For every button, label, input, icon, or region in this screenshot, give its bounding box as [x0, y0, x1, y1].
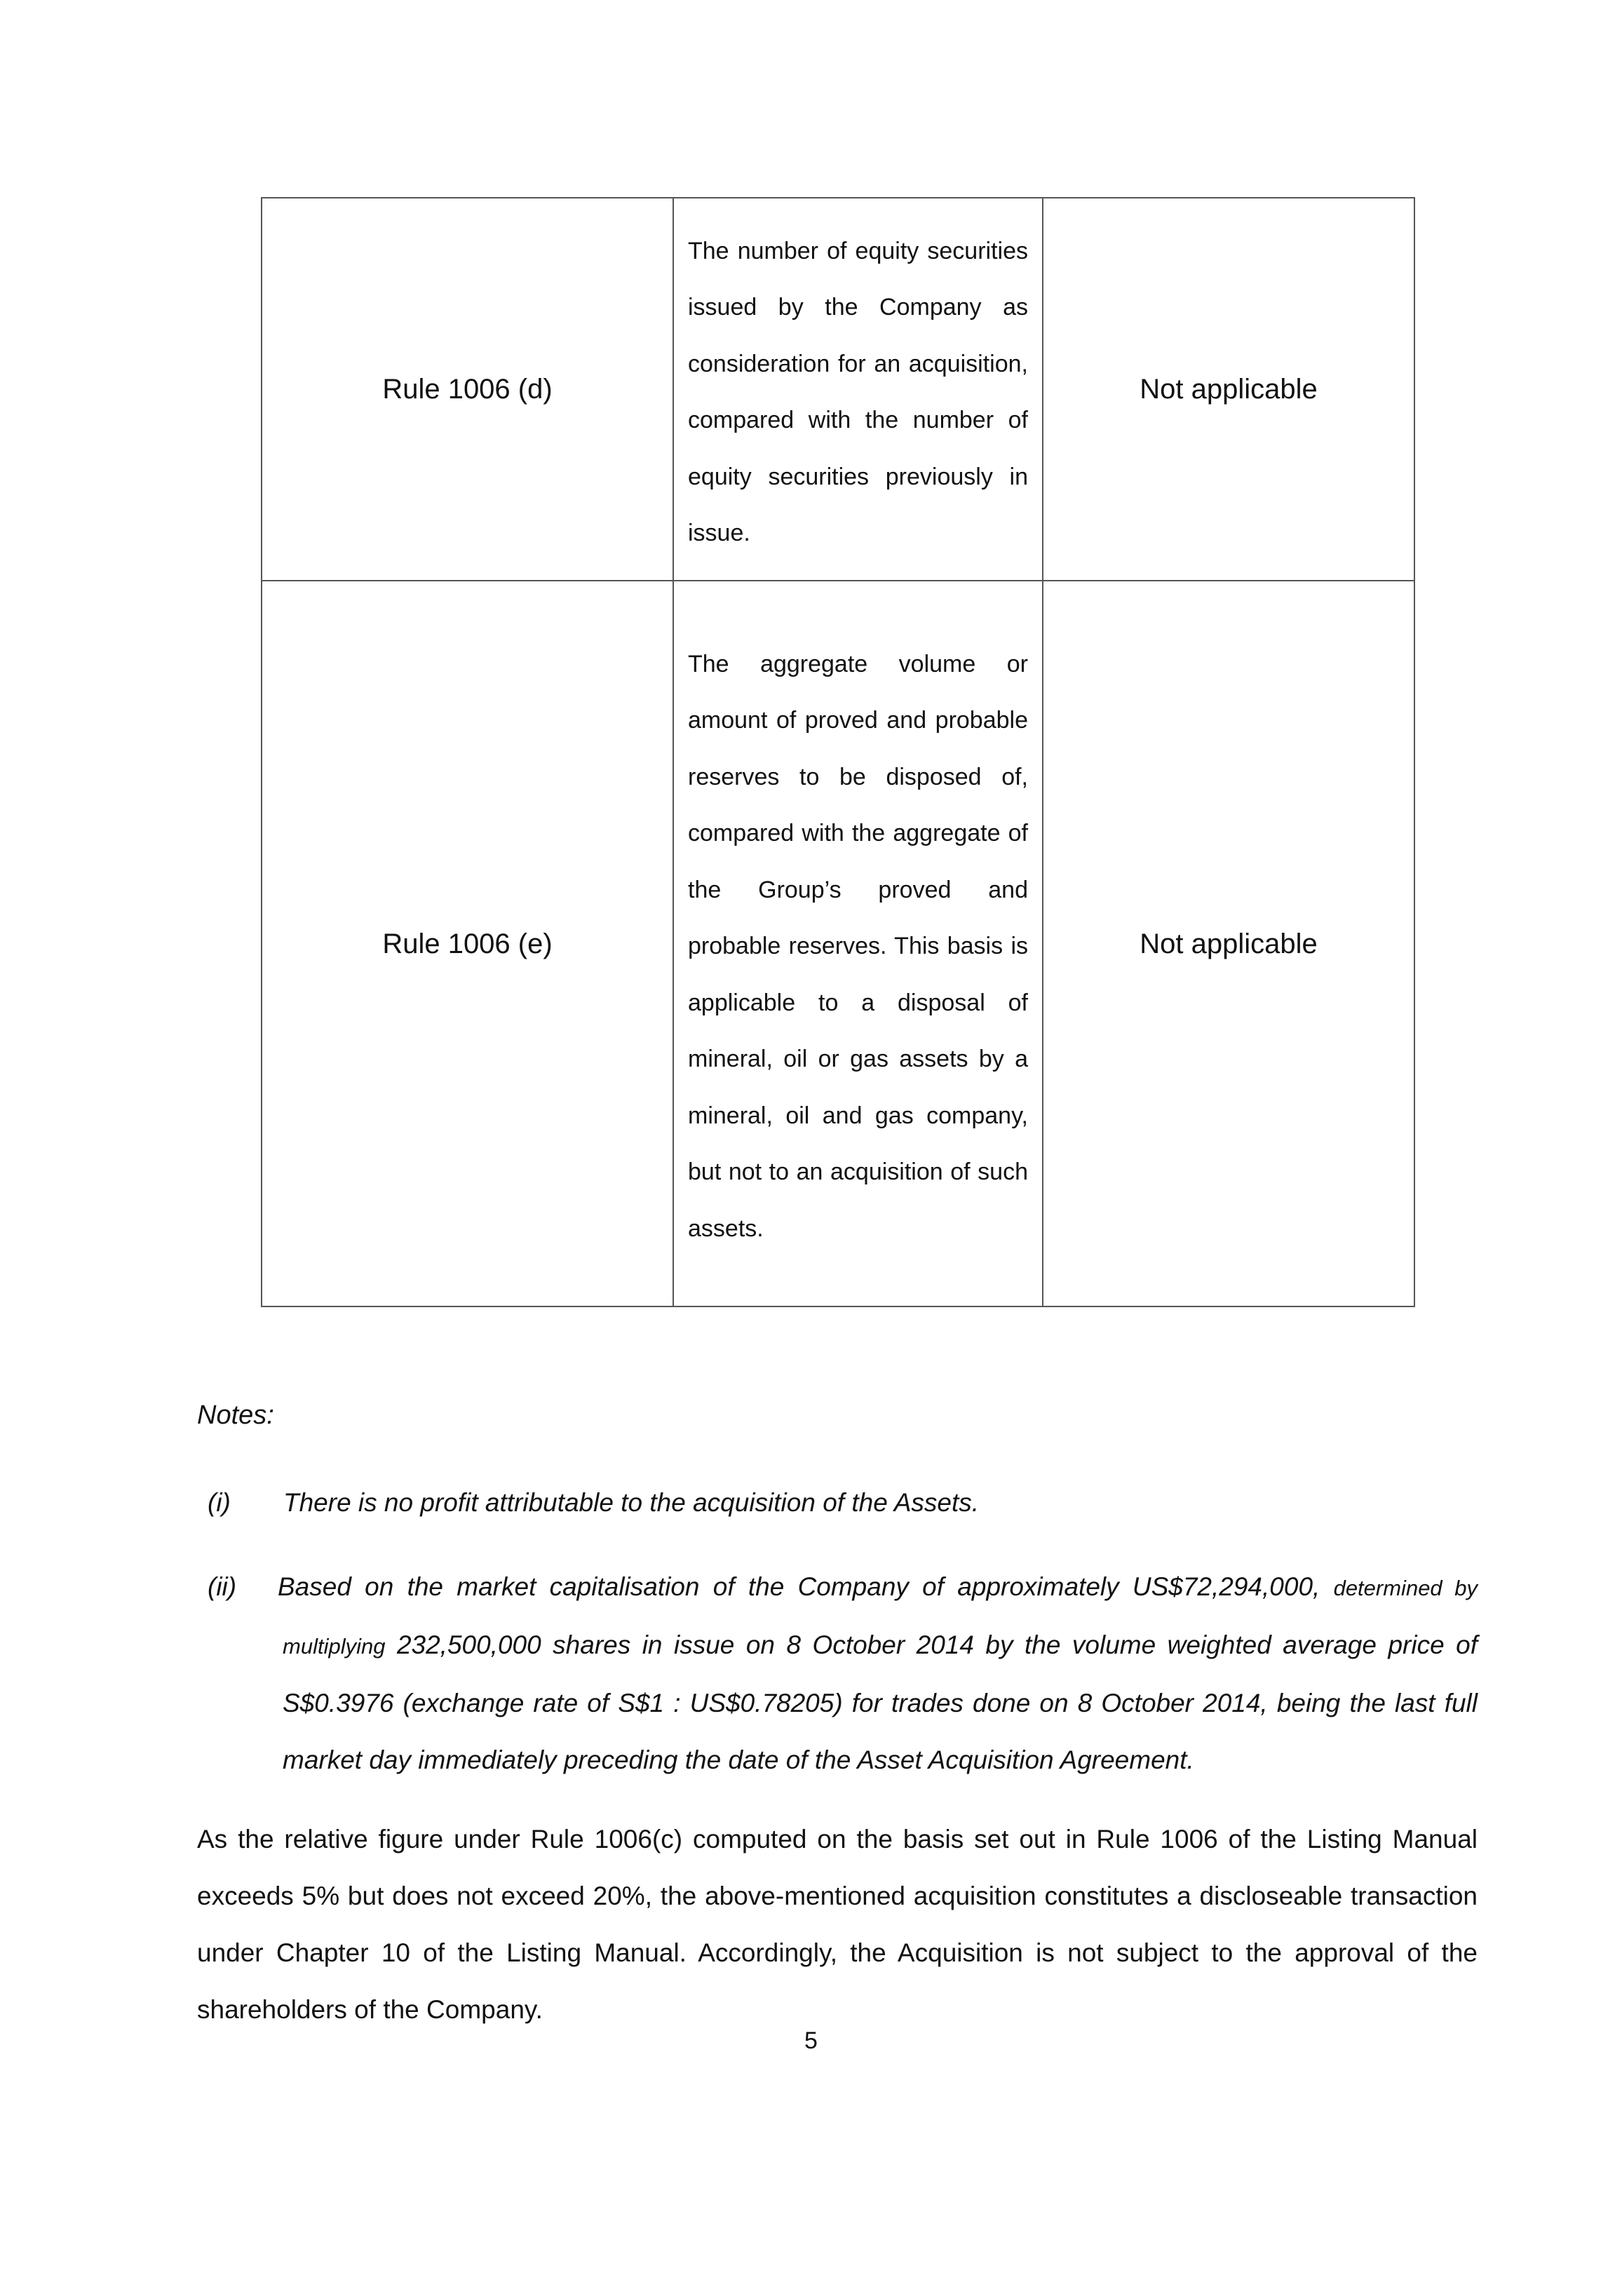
note-text: There is no profit attributable to the acquisition of the Assets.	[283, 1488, 980, 1517]
rule-cell: Rule 1006 (e)	[262, 581, 673, 1306]
note-number: (i)	[208, 1488, 231, 1517]
rule-cell: Rule 1006 (d)	[262, 198, 673, 581]
rule-value-cell: Not applicable	[1043, 198, 1414, 581]
note-number: (ii)	[208, 1572, 237, 1601]
note-item	[208, 1474, 1478, 1531]
rule-description-cell	[673, 198, 1043, 581]
page-number: 5	[804, 2027, 818, 2054]
note-text	[278, 1558, 1478, 1788]
rule-description: The number of equity securities issued by the Company as consideration for an acquisition, compared with the number of equity securities previously in issue.	[688, 237, 1028, 546]
rule-description: The aggregate volume or amount of proved and probable reserves to be disposed of, compared with the aggregate of the Group’s proved and probable reserves. This basis is applicable to a disposal of mineral, oil or gas assets by a mineral, oil and gas company, but not to an acquisition of such assets.	[688, 650, 1028, 1242]
relative-figures-table	[261, 197, 1415, 1307]
note-text-part: Based on the market capitalisation of the Company of approximately US$72,294,000,	[278, 1572, 1320, 1601]
note-text-part: 232,500,000 shares in issue on 8 October 2014 by the volume weighted average price of S$0.3976 (exchange rate of S$1 : US$0.78205) for trades done on 8 October 2014, being the last full market day immediately preceding the date of the Asset Acquisition Agreement.	[283, 1630, 1478, 1774]
table-row	[262, 198, 1414, 581]
table-row	[262, 581, 1414, 1306]
notes-title: Notes:	[197, 1400, 274, 1430]
body-paragraph: As the relative figure under Rule 1006(c) computed on the basis set out in Rule 1006 of the Listing Manual exceeds 5% but does not exceed 20%, the above-mentioned acquisition constitutes a discloseable transaction under Chapter 10 of the Listing Manual. Accordingly, the Acquisition is not subject to the approval of the shareholders of the Company.	[197, 1825, 1478, 2024]
note-item	[208, 1558, 1478, 1788]
rule-value-cell: Not applicable	[1043, 581, 1414, 1306]
rule-description-cell	[673, 581, 1043, 1306]
note-text-small: determined by multiplying	[283, 1576, 1478, 1659]
